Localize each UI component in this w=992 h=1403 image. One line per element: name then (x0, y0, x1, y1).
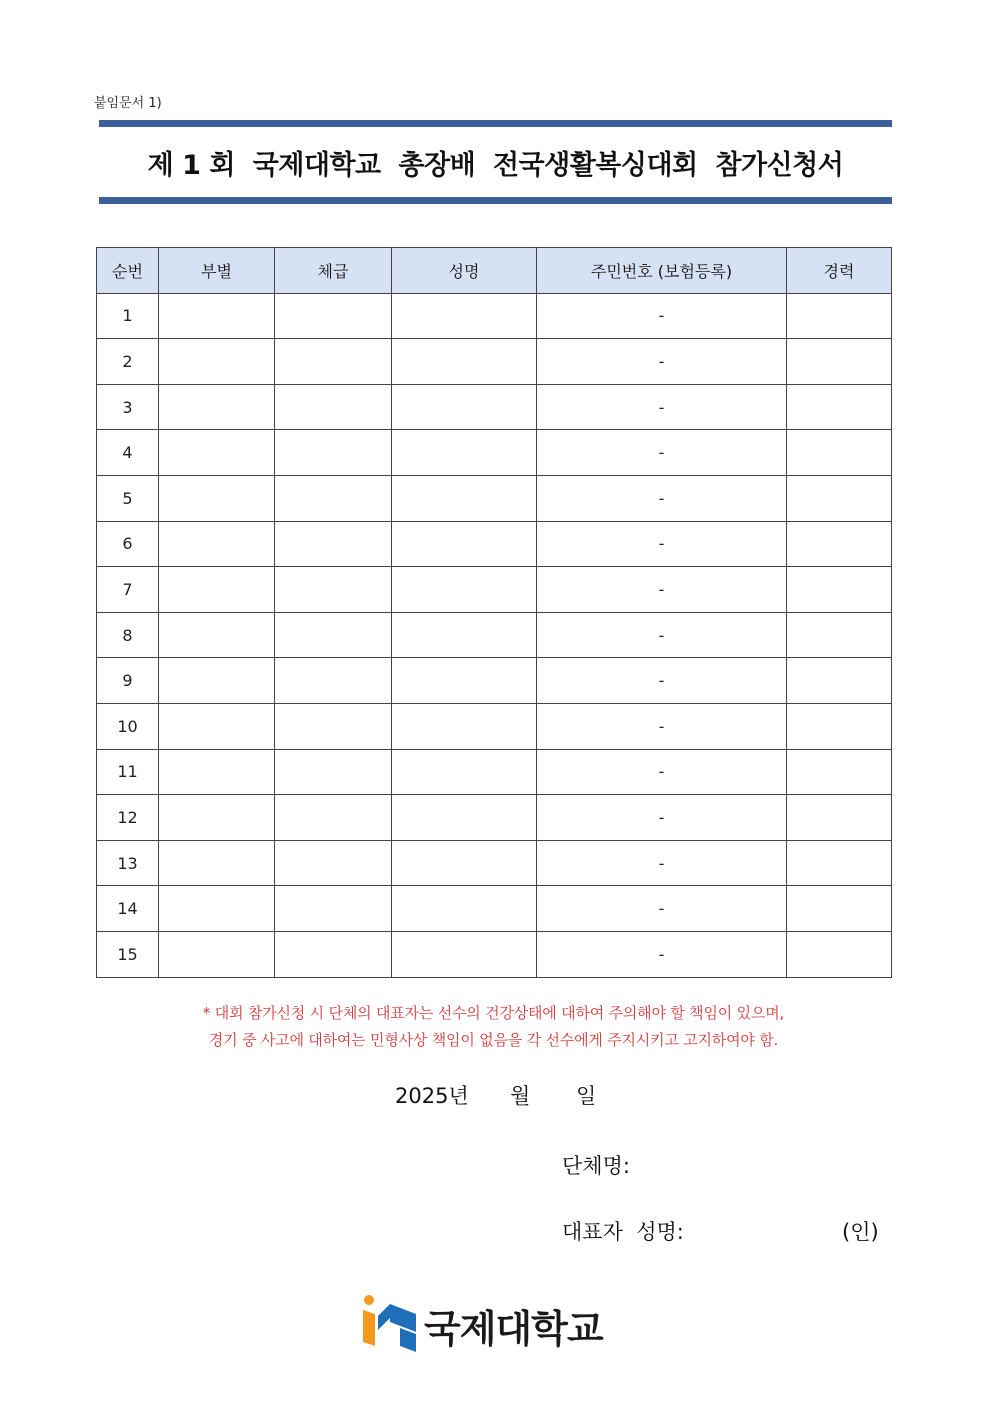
cell-resident-number[interactable]: - (537, 567, 787, 613)
cell-name[interactable] (392, 384, 537, 430)
cell-division[interactable] (159, 931, 275, 977)
cell-resident-number[interactable]: - (537, 886, 787, 932)
cell-career[interactable] (787, 795, 892, 841)
cell-resident-number[interactable]: - (537, 384, 787, 430)
cell-resident-number[interactable]: - (537, 521, 787, 567)
cell-resident-number[interactable]: - (537, 931, 787, 977)
table-row (97, 795, 892, 841)
cell-weight-class[interactable] (275, 749, 392, 795)
cell-weight-class[interactable] (275, 840, 392, 886)
cell-weight-class[interactable] (275, 384, 392, 430)
cell-number: 13 (97, 840, 159, 886)
column-header-resident-number: 주민번호 (보험등록) (537, 248, 787, 294)
notice-line-2: 경기 중 사고에 대하여는 민형사상 책임이 없음을 각 선수에게 주지시키고 고지하여야 함. (208, 1031, 779, 1049)
cell-name[interactable] (392, 430, 537, 476)
cell-career[interactable] (787, 567, 892, 613)
cell-number: 9 (97, 658, 159, 704)
cell-career[interactable] (787, 293, 892, 339)
cell-career[interactable] (787, 658, 892, 704)
organization-name-label: 단체명: (562, 1154, 630, 1178)
cell-weight-class[interactable] (275, 931, 392, 977)
cell-weight-class[interactable] (275, 795, 392, 841)
cell-name[interactable] (392, 612, 537, 658)
cell-name[interactable] (392, 567, 537, 613)
cell-resident-number[interactable]: - (537, 293, 787, 339)
cell-number: 5 (97, 475, 159, 521)
table-row (97, 931, 892, 977)
table-row (97, 612, 892, 658)
participant-table (96, 247, 892, 978)
cell-number: 1 (97, 293, 159, 339)
cell-resident-number[interactable]: - (537, 339, 787, 385)
cell-number: 2 (97, 339, 159, 385)
representative-name-label: 대표자 성명: (562, 1220, 684, 1244)
cell-weight-class[interactable] (275, 703, 392, 749)
cell-weight-class[interactable] (275, 567, 392, 613)
cell-career[interactable] (787, 931, 892, 977)
column-header-number: 순번 (97, 248, 159, 294)
table-row (97, 749, 892, 795)
university-logo (360, 1292, 640, 1356)
table-row (97, 840, 892, 886)
cell-division[interactable] (159, 293, 275, 339)
cell-weight-class[interactable] (275, 658, 392, 704)
cell-career[interactable] (787, 840, 892, 886)
cell-career[interactable] (787, 475, 892, 521)
cell-name[interactable] (392, 521, 537, 567)
cell-career[interactable] (787, 749, 892, 795)
column-header-division: 부별 (159, 248, 275, 294)
cell-name[interactable] (392, 795, 537, 841)
cell-division[interactable] (159, 795, 275, 841)
cell-resident-number[interactable]: - (537, 475, 787, 521)
cell-name[interactable] (392, 293, 537, 339)
cell-name[interactable] (392, 475, 537, 521)
cell-number: 3 (97, 384, 159, 430)
cell-weight-class[interactable] (275, 612, 392, 658)
cell-resident-number[interactable]: - (537, 703, 787, 749)
cell-division[interactable] (159, 339, 275, 385)
date-day: 일 (576, 1084, 597, 1108)
cell-resident-number[interactable]: - (537, 795, 787, 841)
table-row (97, 521, 892, 567)
cell-name[interactable] (392, 749, 537, 795)
cell-weight-class[interactable] (275, 475, 392, 521)
cell-number: 11 (97, 749, 159, 795)
date-year: 2025년 (395, 1084, 469, 1108)
cell-resident-number[interactable]: - (537, 430, 787, 476)
cell-weight-class[interactable] (275, 886, 392, 932)
cell-resident-number[interactable]: - (537, 840, 787, 886)
column-header-career: 경력 (787, 248, 892, 294)
cell-name[interactable] (392, 886, 537, 932)
cell-weight-class[interactable] (275, 430, 392, 476)
cell-division[interactable] (159, 567, 275, 613)
cell-name[interactable] (392, 931, 537, 977)
cell-division[interactable] (159, 612, 275, 658)
cell-career[interactable] (787, 703, 892, 749)
table-row (97, 886, 892, 932)
cell-division[interactable] (159, 749, 275, 795)
table-row (97, 384, 892, 430)
cell-number: 7 (97, 567, 159, 613)
university-emblem-icon (360, 1292, 422, 1356)
seal-mark: (인) (842, 1220, 879, 1244)
attachment-label: 붙임문서 1) (94, 96, 162, 111)
table-row (97, 430, 892, 476)
table-row (97, 293, 892, 339)
table-row (97, 703, 892, 749)
cell-name[interactable] (392, 840, 537, 886)
cell-number: 8 (97, 612, 159, 658)
cell-division[interactable] (159, 886, 275, 932)
cell-weight-class[interactable] (275, 339, 392, 385)
cell-resident-number[interactable]: - (537, 612, 787, 658)
table-row (97, 475, 892, 521)
cell-career[interactable] (787, 612, 892, 658)
table-body (97, 293, 892, 977)
cell-division[interactable] (159, 658, 275, 704)
cell-weight-class[interactable] (275, 521, 392, 567)
cell-weight-class[interactable] (275, 293, 392, 339)
cell-resident-number[interactable]: - (537, 749, 787, 795)
table-header-row (97, 248, 892, 294)
cell-number: 4 (97, 430, 159, 476)
cell-name[interactable] (392, 658, 537, 704)
cell-career[interactable] (787, 521, 892, 567)
cell-resident-number[interactable]: - (537, 658, 787, 704)
cell-career[interactable] (787, 430, 892, 476)
cell-career[interactable] (787, 886, 892, 932)
date-month: 월 (510, 1084, 531, 1108)
cell-division[interactable] (159, 430, 275, 476)
university-logo-text: 국제대학교 (424, 1307, 603, 1351)
cell-division[interactable] (159, 840, 275, 886)
table-row (97, 339, 892, 385)
cell-division[interactable] (159, 703, 275, 749)
cell-career[interactable] (787, 339, 892, 385)
table-row (97, 567, 892, 613)
cell-division[interactable] (159, 521, 275, 567)
cell-number: 12 (97, 795, 159, 841)
cell-division[interactable] (159, 384, 275, 430)
title-top-rule (99, 120, 892, 127)
document-title: 제 1 회 국제대학교 총장배 전국생활복싱대회 참가신청서 (147, 150, 844, 181)
cell-career[interactable] (787, 384, 892, 430)
cell-name[interactable] (392, 703, 537, 749)
notice-line-1: * 대회 참가신청 시 단체의 대표자는 선수의 건강상태에 대하여 주의해야 할 책임이 있으며, (202, 1004, 785, 1022)
cell-number: 15 (97, 931, 159, 977)
column-header-name: 성명 (392, 248, 537, 294)
table-row (97, 658, 892, 704)
cell-number: 10 (97, 703, 159, 749)
cell-number: 6 (97, 521, 159, 567)
title-bottom-rule (99, 197, 892, 204)
cell-division[interactable] (159, 475, 275, 521)
cell-number: 14 (97, 886, 159, 932)
cell-name[interactable] (392, 339, 537, 385)
column-header-weight-class: 체급 (275, 248, 392, 294)
